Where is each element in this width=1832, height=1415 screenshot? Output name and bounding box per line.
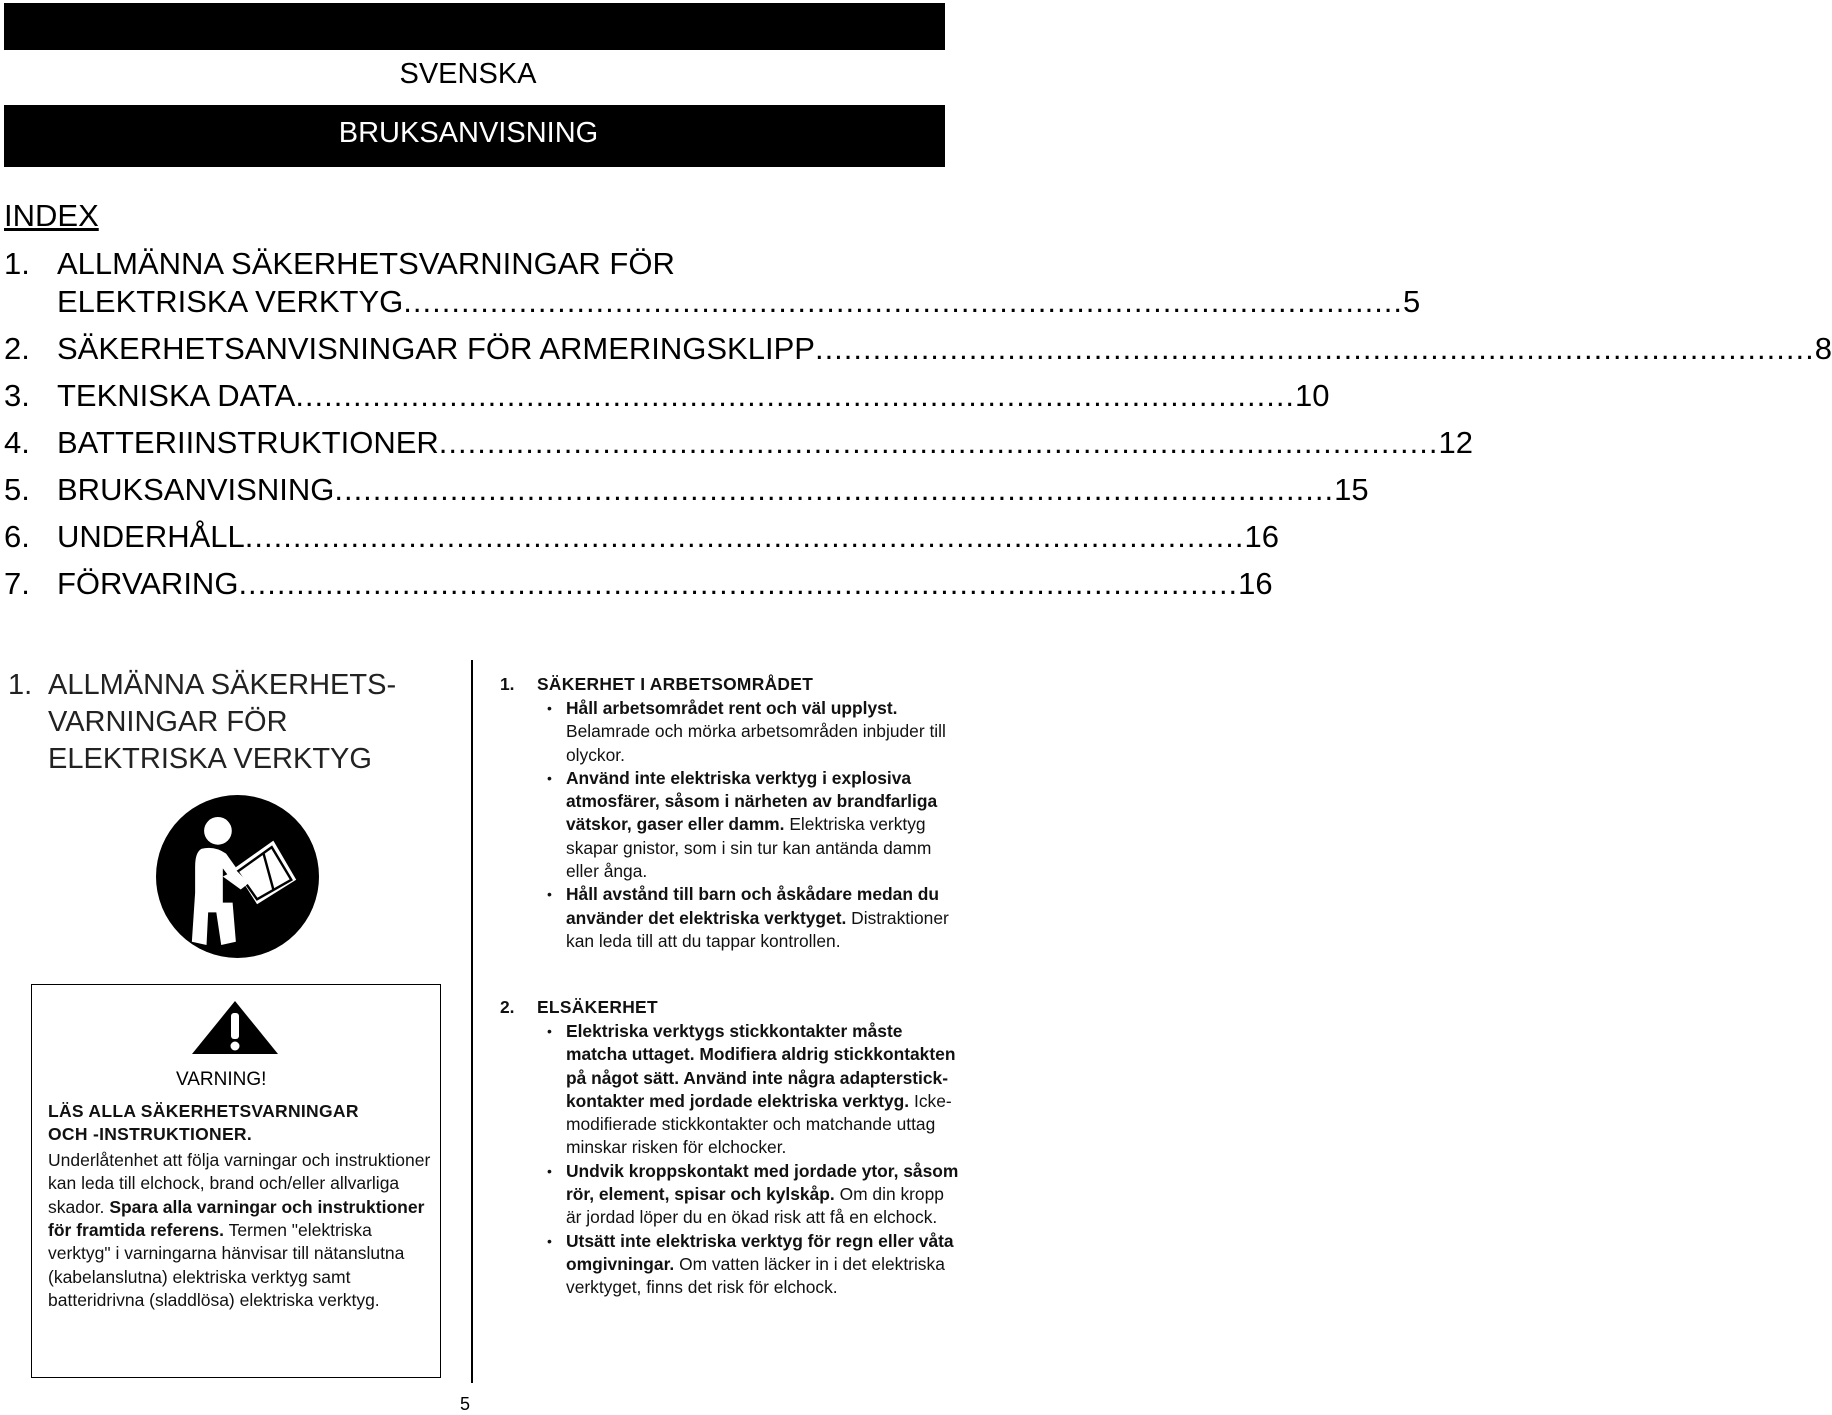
toc-leader-dots: ........................................................................................................	[438, 425, 1439, 460]
warning-text-1: Underlåtenhet att följa varningar och instruktioner kan leda till elchock, brand och/eller allvarliga skador.	[48, 1149, 431, 1217]
toc-entry-number: 7.	[4, 566, 30, 601]
toc-entry-6[interactable]	[4, 517, 1279, 564]
bullet-icon: •	[547, 886, 552, 903]
bullet-bold-text: Utsätt inte elektriska verktyg för regn eller våta omgivningar.	[566, 1230, 954, 1274]
right-section-1-number: 1.	[500, 674, 515, 694]
bullet-text: Elektriska verktyg skapar gnistor, som i sin tur kan antända damm eller ånga.	[566, 814, 932, 882]
right-section-2-title: ELSÄKERHET	[537, 997, 658, 1017]
toc-entry-1-line1[interactable]	[4, 244, 956, 282]
toc-leader-dots: ........................................................................................................	[814, 331, 1815, 366]
toc-entry-page: 8	[1814, 331, 1832, 366]
index-heading: INDEX	[4, 198, 99, 233]
toc-entry-number: 2.	[4, 331, 30, 366]
bullet-icon: •	[547, 700, 552, 716]
right-section-2-heading	[500, 994, 960, 1020]
list-item	[500, 1020, 960, 1160]
section-1-number: 1.	[8, 669, 33, 701]
list-item	[500, 1160, 960, 1230]
toc-entry-number: 1.	[4, 246, 30, 281]
page-number: 5	[460, 1394, 471, 1414]
list-item	[500, 697, 960, 767]
warning-box	[31, 984, 441, 1378]
bullet-bold-text: Undvik kroppskontakt med jordade ytor, såsom rör, element, spisar och kylskåp.	[566, 1160, 959, 1205]
table-of-contents	[4, 244, 1832, 611]
warning-caps-line1: LÄS ALLA SÄKERHETSVARNINGAR	[48, 1101, 359, 1121]
toc-entry-number: 4.	[4, 425, 30, 460]
toc-leader-dots: ........................................................................................................	[403, 284, 1404, 319]
toc-entry-page: 16	[1238, 566, 1273, 601]
bullet-bold-text: Elektriska verktygs stickkontakter måste matcha uttaget. Modifiera aldrig stickkontakten på något sätt. Använd inte några adapterstick-kontakter med jordade elektriska verktyg.	[566, 1021, 956, 1111]
toc-entry-number: 3.	[4, 378, 30, 413]
section-1-title-line3: ELEKTRISKA VERKTYG	[48, 743, 372, 775]
read-manual-icon	[156, 795, 319, 958]
right-section-1-heading	[500, 671, 960, 697]
toc-entry-title: ELEKTRISKA VERKTYG	[57, 284, 404, 319]
toc-entry-page: 5	[1403, 284, 1421, 319]
toc-entry-page: 16	[1244, 519, 1279, 554]
toc-entry-number: 5.	[4, 472, 30, 507]
list-item	[500, 767, 960, 883]
bullet-text: Om vatten läcker in i det elektriska verktyget, finns det risk för elchock.	[566, 1253, 945, 1298]
bullet-icon: •	[547, 1023, 552, 1039]
section-1-title-line1: ALLMÄNNA SÄKERHETS-	[48, 669, 397, 701]
bullet-text: Distraktioner kan leda till att du tappar kontrollen.	[566, 907, 949, 951]
right-section-1-title: SÄKERHET I ARBETSOMRÅDET	[537, 674, 814, 694]
bullet-text: Icke-modifierade stickkontakter och matchande uttag minskar risken för elchocker.	[566, 1090, 952, 1158]
manual-title-bar	[4, 105, 945, 167]
warning-text	[48, 1100, 433, 1313]
toc-entry-5[interactable]	[4, 470, 1369, 517]
warning-label: VARNING!	[176, 1069, 267, 1090]
toc-leader-dots: ........................................................................................................	[334, 472, 1335, 507]
column-divider	[471, 660, 473, 1383]
right-section-2	[500, 994, 960, 1300]
right-section-2-number: 2.	[500, 997, 515, 1017]
toc-entry-4[interactable]	[4, 423, 1473, 470]
bullet-bold-text: Håll avstånd till barn och åskådare medan du använder det elektriska verktyget.	[566, 884, 940, 928]
toc-entry-3[interactable]	[4, 376, 1330, 423]
bullet-text: Om din kropp är jordad löper du en ökad risk att få en elchock.	[566, 1184, 944, 1228]
bullet-icon: •	[547, 769, 552, 786]
toc-leader-dots: ........................................................................................................	[295, 378, 1296, 413]
toc-entry-page: 10	[1295, 378, 1330, 413]
toc-entry-title-line1: ALLMÄNNA SÄKERHETSVARNINGAR FÖR	[57, 246, 675, 281]
bullet-icon: •	[547, 1162, 552, 1179]
bullet-bold-text: Använd inte elektriska verktyg i explosiva atmosfärer, såsom i närheten av brandfarliga vätskor, gaser eller damm.	[566, 767, 938, 835]
warning-triangle-icon	[190, 999, 280, 1055]
section-1-title-line2: VARNINGAR FÖR	[48, 706, 288, 738]
header-top-bar	[4, 3, 945, 50]
toc-entry-title: SÄKERHETSANVISNINGAR FÖR ARMERINGSKLIPP	[57, 331, 815, 366]
toc-entry-title: BRUKSANVISNING	[57, 472, 335, 507]
language-label: SVENSKA	[399, 58, 537, 90]
warning-bold-1: Spara alla varningar och instruktioner för framtida referens.	[48, 1196, 425, 1241]
toc-leader-dots: ........................................................................................................	[244, 519, 1245, 554]
toc-entry-2[interactable]	[4, 329, 1832, 376]
toc-entry-title: UNDERHÅLL	[57, 519, 245, 554]
bullet-bold-text: Håll arbetsområdet rent och väl upplyst.	[566, 698, 898, 718]
toc-entry-page: 15	[1334, 472, 1369, 507]
bullet-icon: •	[547, 1232, 552, 1249]
toc-entry-number: 6.	[4, 519, 30, 554]
warning-text-2: Termen "elektriska verktyg" i varningarna hänvisar till nätanslutna (kabelanslutna) elektriska verktyg samt batteridrivna (sladdlösa) elektriska verktyg.	[48, 1220, 405, 1311]
warning-caps-line2: OCH -INSTRUKTIONER.	[48, 1124, 253, 1145]
toc-leader-dots: ........................................................................................................	[238, 566, 1239, 601]
right-section-1	[500, 671, 960, 953]
manual-title: BRUKSANVISNING	[338, 117, 599, 149]
list-item	[500, 1230, 960, 1300]
bullet-text: Belamrade och mörka arbetsområden inbjuder till olyckor.	[566, 721, 946, 765]
toc-entry-title: BATTERIINSTRUKTIONER	[57, 425, 439, 460]
toc-entry-page: 12	[1438, 425, 1473, 460]
toc-entry-title: FÖRVARING	[57, 566, 239, 601]
list-item	[500, 883, 960, 953]
toc-entry-title: TEKNISKA DATA	[57, 378, 296, 413]
toc-entry-1[interactable]	[4, 282, 1421, 329]
toc-entry-7[interactable]	[4, 564, 1273, 611]
